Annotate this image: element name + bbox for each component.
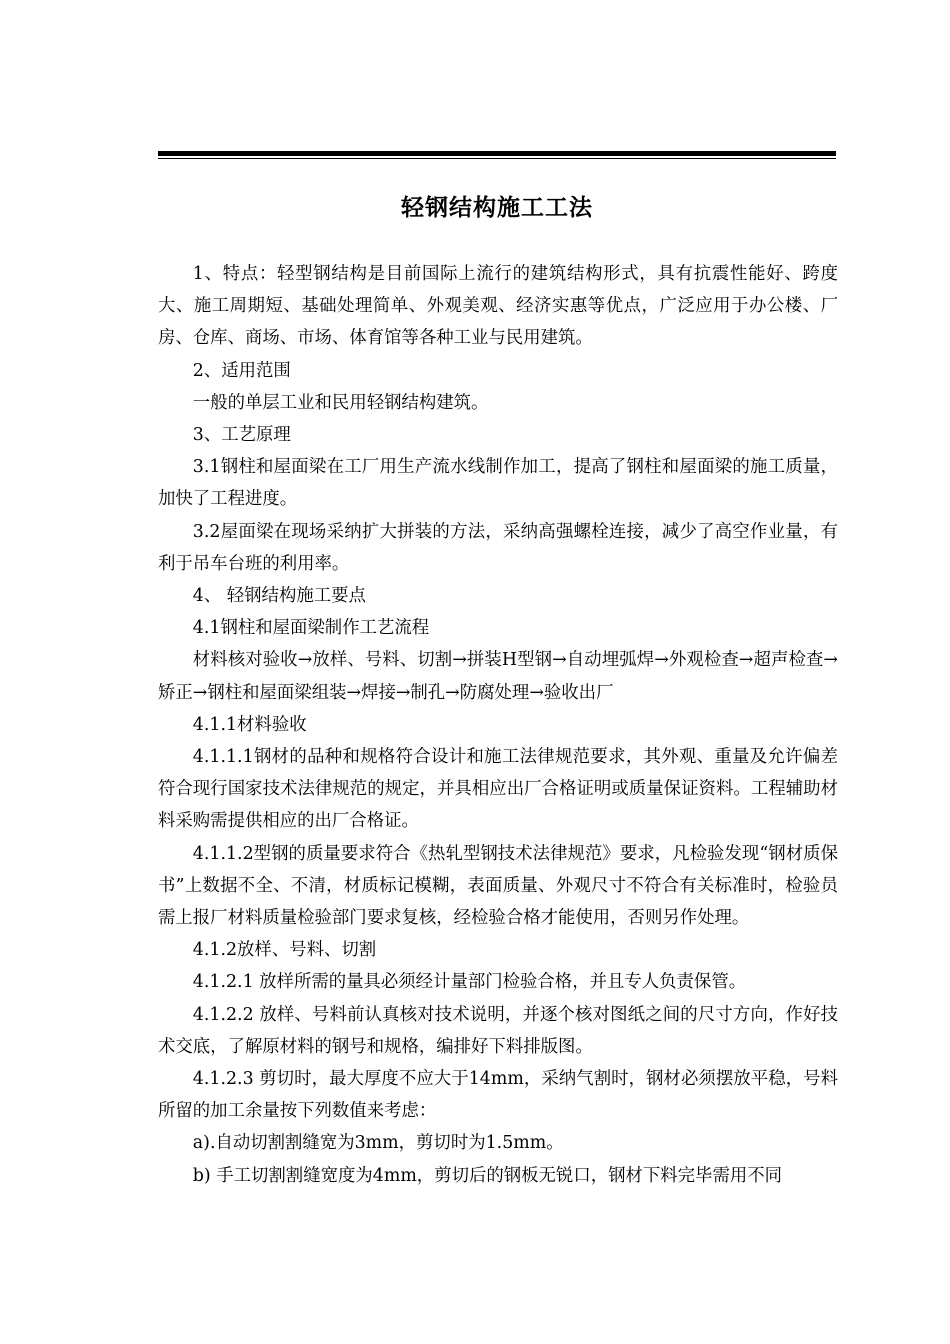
paragraph-4-1-2-1: 4.1.2.1 放样所需的量具必须经计量部门检验合格，并且专人负责保管。 [192, 972, 747, 993]
paragraph-principle-3-2: 3.2屋面梁在现场采纳扩大拼装的方法，采纳高强螺栓连接，减少了高空作业量，有利于吊车台班的利用率。 [158, 521, 838, 574]
paragraph-scope: 一般的单层工业和民用轻钢结构建筑。 [192, 392, 489, 413]
paragraph-principle-3-1: 3.1钢柱和屋面梁在工厂用生产流水线制作加工，提高了钢柱和屋面梁的施工质量，加快了工程进度。 [158, 457, 838, 510]
heading-scope: 2、适用范围 [192, 360, 291, 381]
paragraph-4-1-1-1: 4.1.1.1钢材的品种和规格符合设计和施工法律规范要求，其外观、重量及允许偏差符合现行国家技术法律规范的规定，并具相应出厂合格证明或质量保证资料。工程辅助材料采购需提供相应的出厂合格证。 [158, 747, 838, 832]
heading-key-points: 4、 轻钢结构施工要点 [192, 586, 366, 607]
header-rule-thin [158, 158, 836, 159]
paragraph-4-1-2-3: 4.1.2.3 剪切时，最大厚度不应大于14mm，采纳气割时，钢材必须摆放平稳，号料所留的加工余量按下列数值来考虑： [158, 1069, 838, 1122]
heading-material-acceptance: 4.1.1材料验收 [192, 714, 307, 735]
heading-principle: 3、工艺原理 [192, 425, 291, 446]
paragraph-4-1-1-2: 4.1.1.2型钢的质量要求符合《热轧型钢技术法律规范》要求，凡检验发现“钢材质保书”上数据不全、不清，材质标记模糊，表面质量、外观尺寸不符合有关标准时，检验员需上报厂材料质量检验部门要求复核，经检验合格才能使用，否则另作处理。 [158, 843, 838, 929]
heading-process-flow: 4.1钢柱和屋面梁制作工艺流程 [192, 618, 430, 639]
header-rule-thick [158, 151, 836, 156]
paragraph-features: 1、特点：轻型钢结构是目前国际上流行的建筑结构形式，具有抗震性能好、跨度大、施工周期短、基础处理简单、外观美观、经济实惠等优点，广泛应用于办公楼、厂房、仓库、商场、市场、体育馆等各种工业与民用建筑。 [158, 264, 838, 349]
heading-layout-cutting: 4.1.2放样、号料、切割 [192, 940, 377, 961]
paragraph-item-a: a).自动切割割缝宽为3mm，剪切时为1.5mm。 [192, 1133, 564, 1154]
paragraph-process-flow: 材料核对验收→放样、号料、切割→拼装H型钢→自动埋弧焊→外观检查→超声检查→矫正→钢柱和屋面梁组装→焊接→制孔→防腐处理→验收出厂 [158, 650, 838, 703]
paragraph-4-1-2-2: 4.1.2.2 放样、号料前认真核对技术说明，并逐个核对图纸之间的尺寸方向，作好技术交底，了解原材料的钢号和规格，编排好下料排版图。 [158, 1004, 838, 1057]
document-title: 轻钢结构施工工法 [401, 195, 593, 221]
document-body [158, 258, 838, 1192]
paragraph-item-b: b) 手工切割割缝宽度为4mm，剪切后的钢板无锐口，钢材下料完毕需用不同 [192, 1165, 783, 1186]
